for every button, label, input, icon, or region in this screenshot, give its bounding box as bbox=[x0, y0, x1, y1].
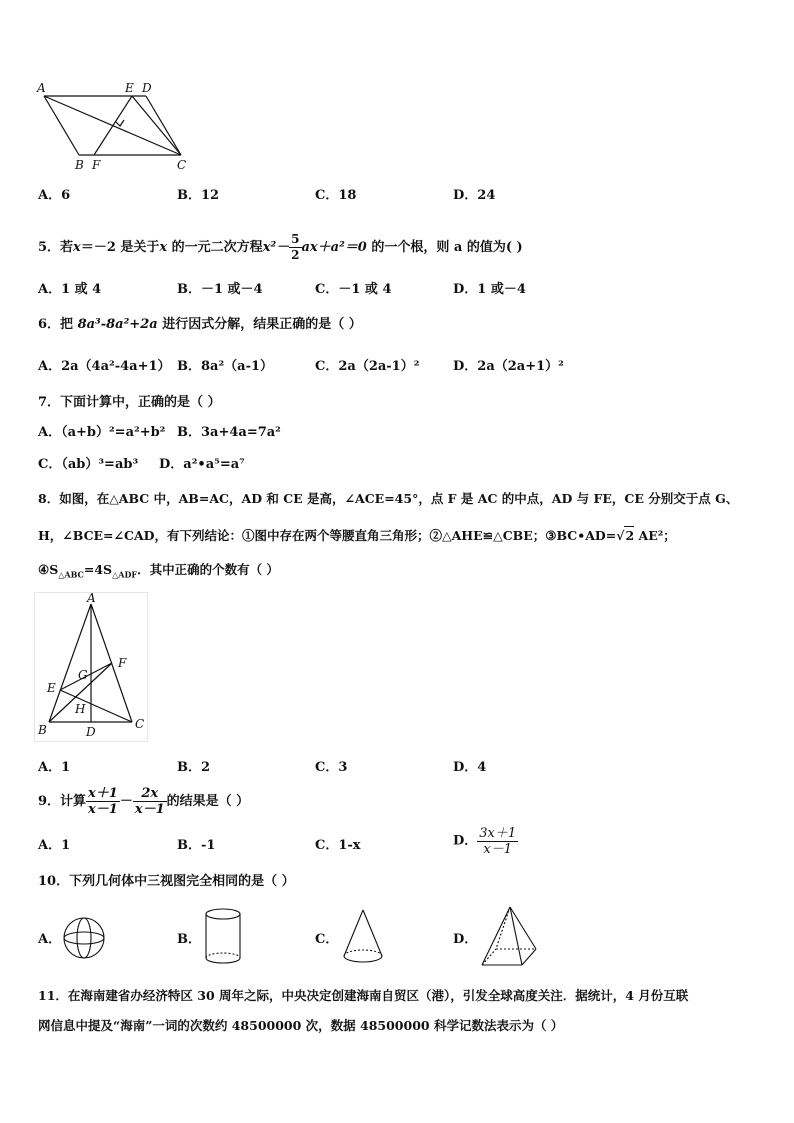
q7-option-c: C．（ab）³=ab³ bbox=[38, 457, 139, 472]
q7-option-b: B．3a+4a=7a² bbox=[177, 425, 281, 440]
sphere-icon bbox=[60, 914, 108, 962]
question-6: 6．把 8a³-8a²+2a 进行因式分解，结果正确的是（ ） bbox=[38, 317, 362, 332]
q5-option-b: B．－1 或－4 bbox=[177, 282, 263, 297]
label-G: G bbox=[78, 668, 88, 682]
q10-option-d: D． bbox=[453, 932, 478, 947]
question-10: 10．下列几何体中三视图完全相同的是（ ） bbox=[38, 874, 295, 889]
question-8-line-1: 8．如图，在△ABC 中，AB=AC，AD 和 CE 是高，∠ACE=45°，点 F 是 AC 的中点，AD 与 FE，CE 分别交于点 G、 bbox=[38, 491, 739, 506]
q10-option-a: A． bbox=[38, 932, 62, 947]
question-8-line-2: H，∠BCE=∠CAD，有下列结论：①图中存在两个等腰直角三角形；②△AHE≌△CBE；③BC•AD=√2 AE²； bbox=[38, 528, 676, 543]
label-A: A bbox=[87, 592, 96, 605]
question-11-line-1: 11．在海南建省办经济特区 30 周年之际，中央决定创建海南自贸区（港），引发全球高度关注．据统计，4 月份互联 bbox=[38, 988, 689, 1003]
q9-option-a: A．1 bbox=[38, 838, 71, 853]
label-B: B bbox=[75, 158, 84, 172]
question-8-line-3: $④S_{\triangle ABC}=4S_{\triangle ADF}$．其中正确的个数有（ ） bbox=[38, 562, 279, 580]
question-7: 7．下面计算中，正确的是（ ） bbox=[38, 395, 221, 410]
label-E: E bbox=[125, 81, 134, 95]
label-D: D bbox=[86, 725, 96, 739]
label-D: D bbox=[142, 81, 152, 95]
q4-option-d: D．24 bbox=[453, 188, 496, 203]
question-9: 9．计算 $\frac{x+1}{x-1}$ － $\frac{2x}{x-1}$ 的结果是（ ） bbox=[38, 786, 250, 817]
label-F: F bbox=[118, 656, 127, 670]
q10-option-c: C． bbox=[315, 932, 339, 947]
q5-option-c: C．－1 或 4 bbox=[315, 282, 392, 297]
label-F: F bbox=[92, 158, 101, 172]
label-C: C bbox=[135, 717, 145, 731]
cone-icon bbox=[338, 906, 388, 968]
q9-option-b: B．-1 bbox=[177, 838, 216, 853]
q6-option-c: C．2a（2a-1）² bbox=[315, 359, 420, 374]
question-11-line-2: 网信息中提及“海南”一词的次数约 48500000 次，数据 48500000 科学记数法表示为（ ） bbox=[38, 1018, 564, 1033]
q6-option-a: A．2a（4a²-4a+1） bbox=[38, 359, 171, 374]
q4-option-b: B．12 bbox=[177, 188, 220, 203]
q8-option-a: A．1 bbox=[38, 760, 71, 775]
label-E: E bbox=[47, 681, 56, 695]
q8-option-c: C．3 bbox=[315, 760, 348, 775]
q9-option-c: C．1-x bbox=[315, 838, 361, 853]
q4-option-c: C．18 bbox=[315, 188, 357, 203]
q6-option-b: B．8a²（a-1） bbox=[177, 359, 274, 374]
q8-option-b: B．2 bbox=[177, 760, 211, 775]
label-C: C bbox=[177, 158, 187, 172]
q7-option-a: A．（a+b）²=a²+b² bbox=[38, 425, 166, 440]
q5-option-a: A．1 或 4 bbox=[38, 282, 102, 297]
q4-option-a: A．6 bbox=[38, 188, 71, 203]
triangle-figure bbox=[34, 592, 148, 742]
q6-option-d: D．2a（2a+1）² bbox=[453, 359, 564, 374]
label-H: H bbox=[75, 702, 86, 716]
q9-option-d: D． $\frac{3x+1}{x-1}$ bbox=[453, 826, 517, 857]
label-B: B bbox=[38, 723, 47, 737]
parallelogram-figure bbox=[34, 78, 194, 176]
cylinder-icon bbox=[200, 906, 246, 968]
q5-option-d: D．1 或－4 bbox=[453, 282, 526, 297]
question-5: 5．若x＝－2 是关于x 的一元二次方程x²－ $\frac{5}{2}$ ax＋a²＝0 的一个根，则 a 的值为( ) bbox=[38, 232, 523, 262]
q8-option-d: D．4 bbox=[453, 760, 487, 775]
q10-option-b: B． bbox=[177, 932, 201, 947]
q7-option-d: D．a²•a⁵=a⁷ bbox=[159, 457, 245, 472]
pyramid-icon bbox=[476, 903, 542, 971]
label-A: A bbox=[37, 81, 46, 95]
